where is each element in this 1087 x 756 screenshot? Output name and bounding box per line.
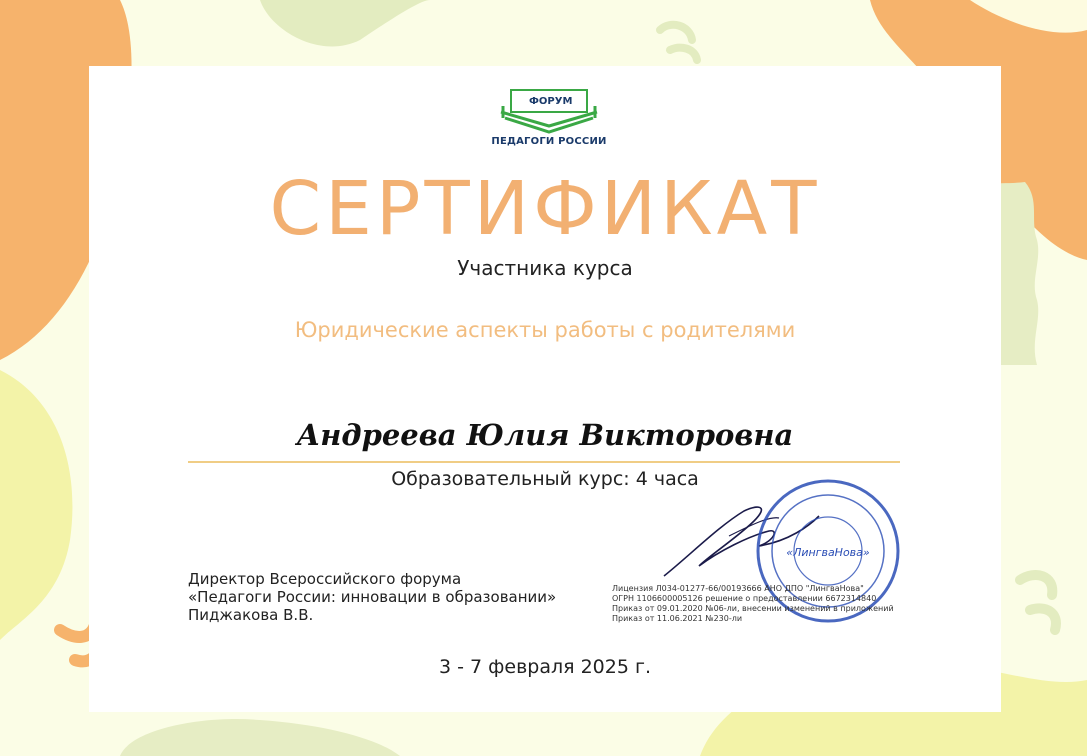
director-line1: Директор Всероссийского форума — [188, 570, 462, 588]
stamp-center-text: «ЛингваНова» — [786, 546, 870, 559]
name-underline — [188, 461, 900, 463]
license-info — [612, 584, 894, 624]
course-dates: 3 - 7 февраля 2025 г. — [438, 656, 651, 678]
director-line2: «Педагоги России: инновации в образовании» — [188, 588, 557, 606]
license-line1: Лицензия Л034-01277-66/00193666 АНО ДПО "ЛингваНова" — [612, 584, 864, 593]
license-line3: Приказ от 09.01.2020 №06-ли, внесении изменений в приложений — [612, 604, 894, 613]
logo-line2: ПЕДАГОГИ РОССИИ — [491, 136, 607, 147]
license-line2: ОГРН 1106600005126 решение о предоставлении 6672314840 — [612, 594, 877, 603]
forum-logo — [489, 86, 609, 148]
certificate-title: СЕРТИФИКАТ — [269, 166, 821, 252]
book-icon — [489, 86, 609, 136]
participant-name: Андреева Юлия Викторовна — [296, 418, 794, 452]
director-line3: Пиджакова В.В. — [188, 606, 314, 624]
logo-line1: ФОРУМ — [529, 96, 573, 107]
license-line4: Приказ от 11.06.2021 №230-ли — [612, 614, 743, 623]
director-block — [188, 570, 556, 624]
certificate-subtitle: Участника курса — [457, 256, 633, 280]
course-hours: Образовательный курс: 4 часа — [391, 468, 699, 490]
course-name: Юридические аспекты работы с родителями — [294, 318, 796, 342]
certificate-card — [89, 66, 1001, 712]
